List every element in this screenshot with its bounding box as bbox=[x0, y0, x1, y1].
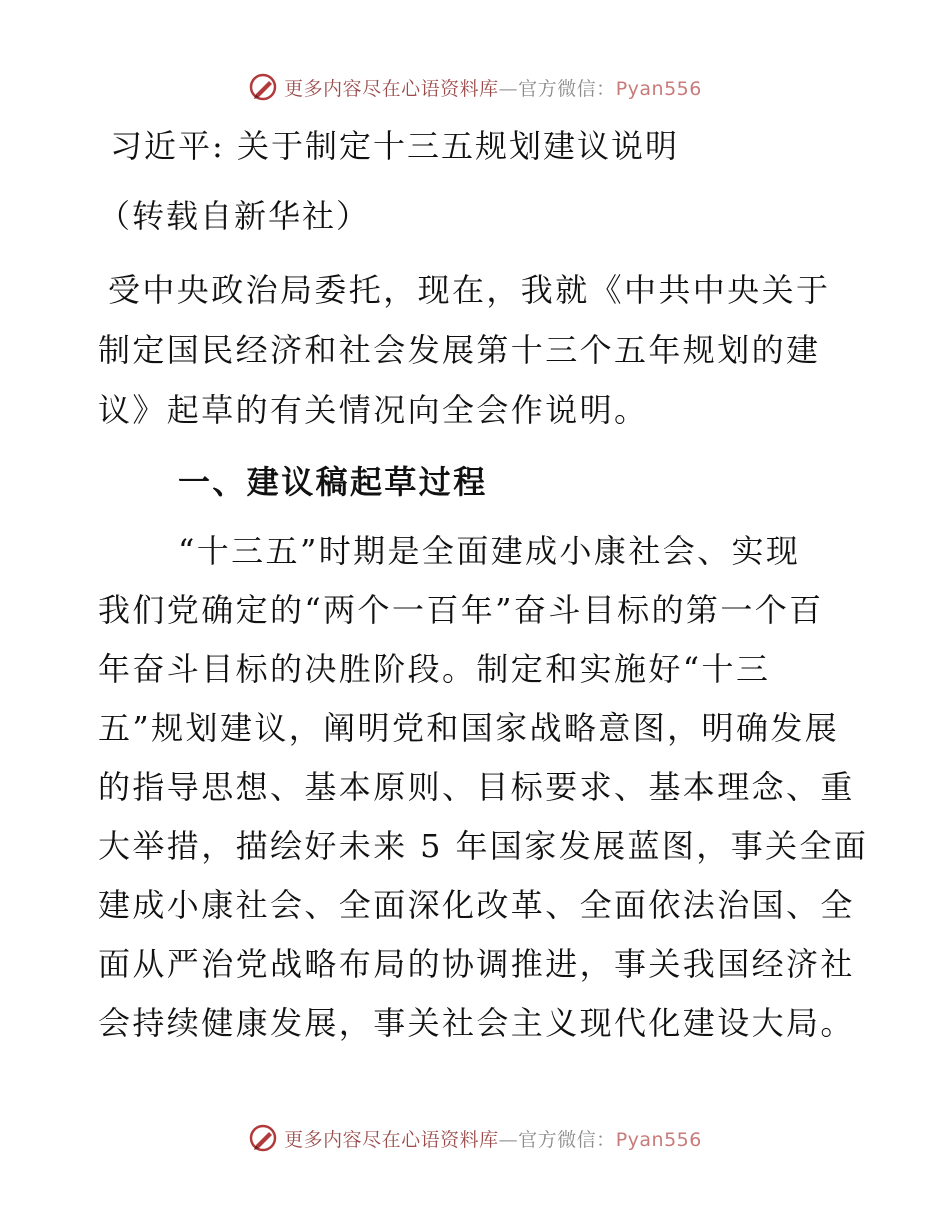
pen-logo-icon bbox=[248, 72, 278, 102]
lead-line: 议》起草的有关情况向全会作说明。 bbox=[98, 391, 649, 429]
watermark-id: Pyan556 bbox=[615, 77, 702, 100]
lead-line: 制定国民经济和社会发展第十三个五年规划的建 bbox=[98, 331, 821, 369]
watermark-dash: — bbox=[498, 77, 519, 100]
paragraph-line: 会持续健康发展，事关社会主义现代化建设大局。 bbox=[98, 1004, 855, 1042]
paragraph-line: 年奋斗目标的决胜阶段。制定和实施好“十三 bbox=[98, 650, 771, 688]
watermark-dash: — bbox=[498, 1128, 519, 1151]
document-body bbox=[98, 120, 869, 1053]
paragraph-line: 建成小康社会、全面深化改革、全面依法治国、全 bbox=[98, 886, 855, 924]
watermark-official: 官方微信： bbox=[518, 77, 616, 100]
body-paragraph bbox=[98, 522, 869, 1053]
section-heading: 一、建议稿起草过程 bbox=[178, 463, 488, 501]
paragraph-line: “十三五”时期是全面建成小康社会、实现 bbox=[178, 532, 801, 570]
pen-logo-icon bbox=[248, 1123, 278, 1153]
watermark-official: 官方微信： bbox=[518, 1128, 616, 1151]
paragraph-line: 大举措，描绘好未来 5 年国家发展蓝图，事关全面 bbox=[98, 827, 869, 865]
watermark-footer bbox=[0, 1123, 950, 1153]
watermark-main: 更多内容尽在心语资料库 bbox=[284, 77, 499, 100]
paragraph-line: 五”规划建议，阐明党和国家战略意图，明确发展 bbox=[98, 709, 840, 747]
lead-line: 受中央政治局委托，现在，我就《中共中央关于 bbox=[108, 271, 831, 309]
paragraph-line: 我们党确定的“两个一百年”奋斗目标的第一个百 bbox=[98, 591, 824, 629]
watermark-id: Pyan556 bbox=[615, 1128, 702, 1151]
paragraph-line: 的指导思想、基本原则、目标要求、基本理念、重 bbox=[98, 768, 855, 806]
watermark-header bbox=[0, 72, 950, 102]
paragraph-line: 面从严治党战略布局的协调推进，事关我国经济社 bbox=[98, 945, 855, 983]
watermark-main: 更多内容尽在心语资料库 bbox=[284, 1128, 499, 1151]
watermark-text bbox=[284, 1125, 702, 1152]
document-title: 习近平: 关于制定十三五规划建议说明 bbox=[110, 127, 679, 165]
document-source: （转载自新华社） bbox=[98, 197, 371, 235]
watermark-text bbox=[284, 74, 702, 101]
lead-paragraph bbox=[98, 260, 858, 440]
